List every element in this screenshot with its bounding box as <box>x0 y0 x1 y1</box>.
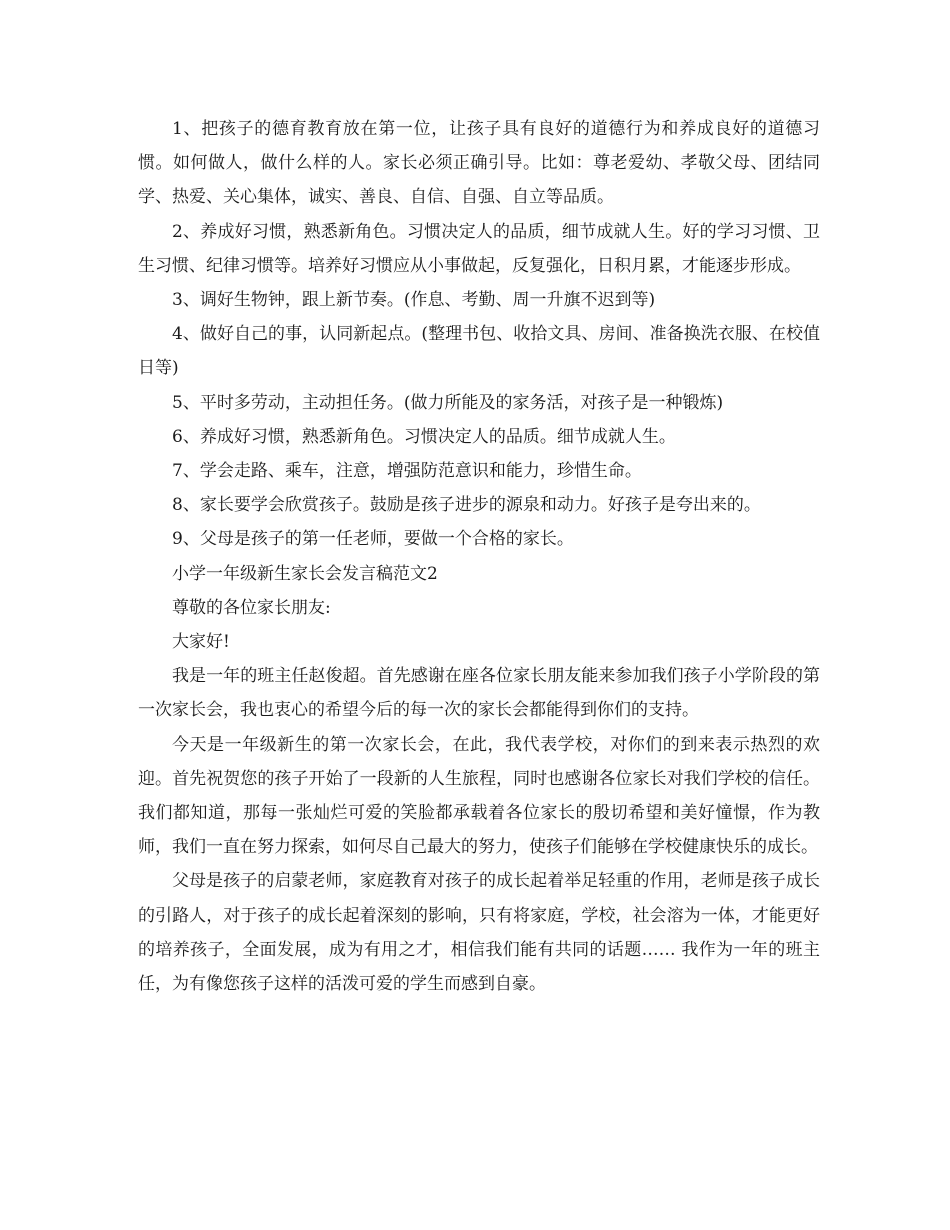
paragraph-2: 2、养成好习惯，熟悉新角色。习惯决定人的品质，细节成就人生。好的学习习惯、卫生习惯、纪律习惯等。培养好习惯应从小事做起，反复强化，日积月累，才能逐步形成。 <box>138 221 820 276</box>
paragraph-3: 3、调好生物钟，跟上新节奏。(作息、考勤、周一升旗不迟到等) <box>172 290 656 311</box>
paragraph-7: 7、学会走路、乘车，注意，增强防范意识和能力，珍惜生命。 <box>172 461 642 482</box>
paragraph-9: 9、父母是孩子的第一任老师，要做一个合格的家长。 <box>172 529 574 550</box>
section-heading: 小学一年级新生家长会发言稿范文2 <box>172 563 438 584</box>
paragraph-4: 4、做好自己的事，认同新起点。(整理书包、收拾文具、房间、准备换洗衣服、在校值日等) <box>138 324 820 379</box>
paragraph-intro: 我是一年的班主任赵俊超。首先感谢在座各位家长朋友能来参加我们孩子小学阶段的第一次家长会，我也衷心的希望今后的每一次的家长会都能得到你们的支持。 <box>138 666 820 721</box>
greeting: 大家好! <box>172 632 230 653</box>
paragraph-5: 5、平时多劳动，主动担任务。(做力所能及的家务活，对孩子是一种锻炼) <box>172 392 724 413</box>
document-body <box>138 112 820 1001</box>
paragraph-parents: 父母是孩子的启蒙老师，家庭教育对孩子的成长起着举足轻重的作用，老师是孩子成长的引路人，对于孩子的成长起着深刻的影响，只有将家庭，学校，社会溶为一体，才能更好的培养孩子，全面发展，成为有用之才，相信我们能有共同的话题…… 我作为一年的班主任，为有像您孩子这样的活泼可爱的学生而感到自豪。 <box>138 871 820 995</box>
paragraph-6: 6、养成好习惯，熟悉新角色。习惯决定人的品质。细节成就人生。 <box>172 426 676 447</box>
paragraph-1: 1、把孩子的德育教育放在第一位，让孩子具有良好的道德行为和养成良好的道德习惯。如何做人，做什么样的人。家长必须正确引导。比如：尊老爱幼、孝敬父母、团结同学、热爱、关心集体，诚实、善良、自信、自强、自立等品质。 <box>138 119 820 208</box>
paragraph-8: 8、家长要学会欣赏孩子。鼓励是孩子进步的源泉和动力。好孩子是夸出来的。 <box>172 495 761 516</box>
paragraph-welcome: 今天是一年级新生的第一次家长会，在此，我代表学校，对你们的到来表示热烈的欢迎。首先祝贺您的孩子开始了一段新的人生旅程，同时也感谢各位家长对我们学校的信任。我们都知道，那每一张灿烂可爱的笑脸都承载着各位家长的殷切希望和美好憧憬，作为教师，我们一直在努力探索，如何尽自己最大的努力，使孩子们能够在学校健康快乐的成长。 <box>138 734 820 858</box>
salutation: 尊敬的各位家长朋友: <box>172 597 331 618</box>
